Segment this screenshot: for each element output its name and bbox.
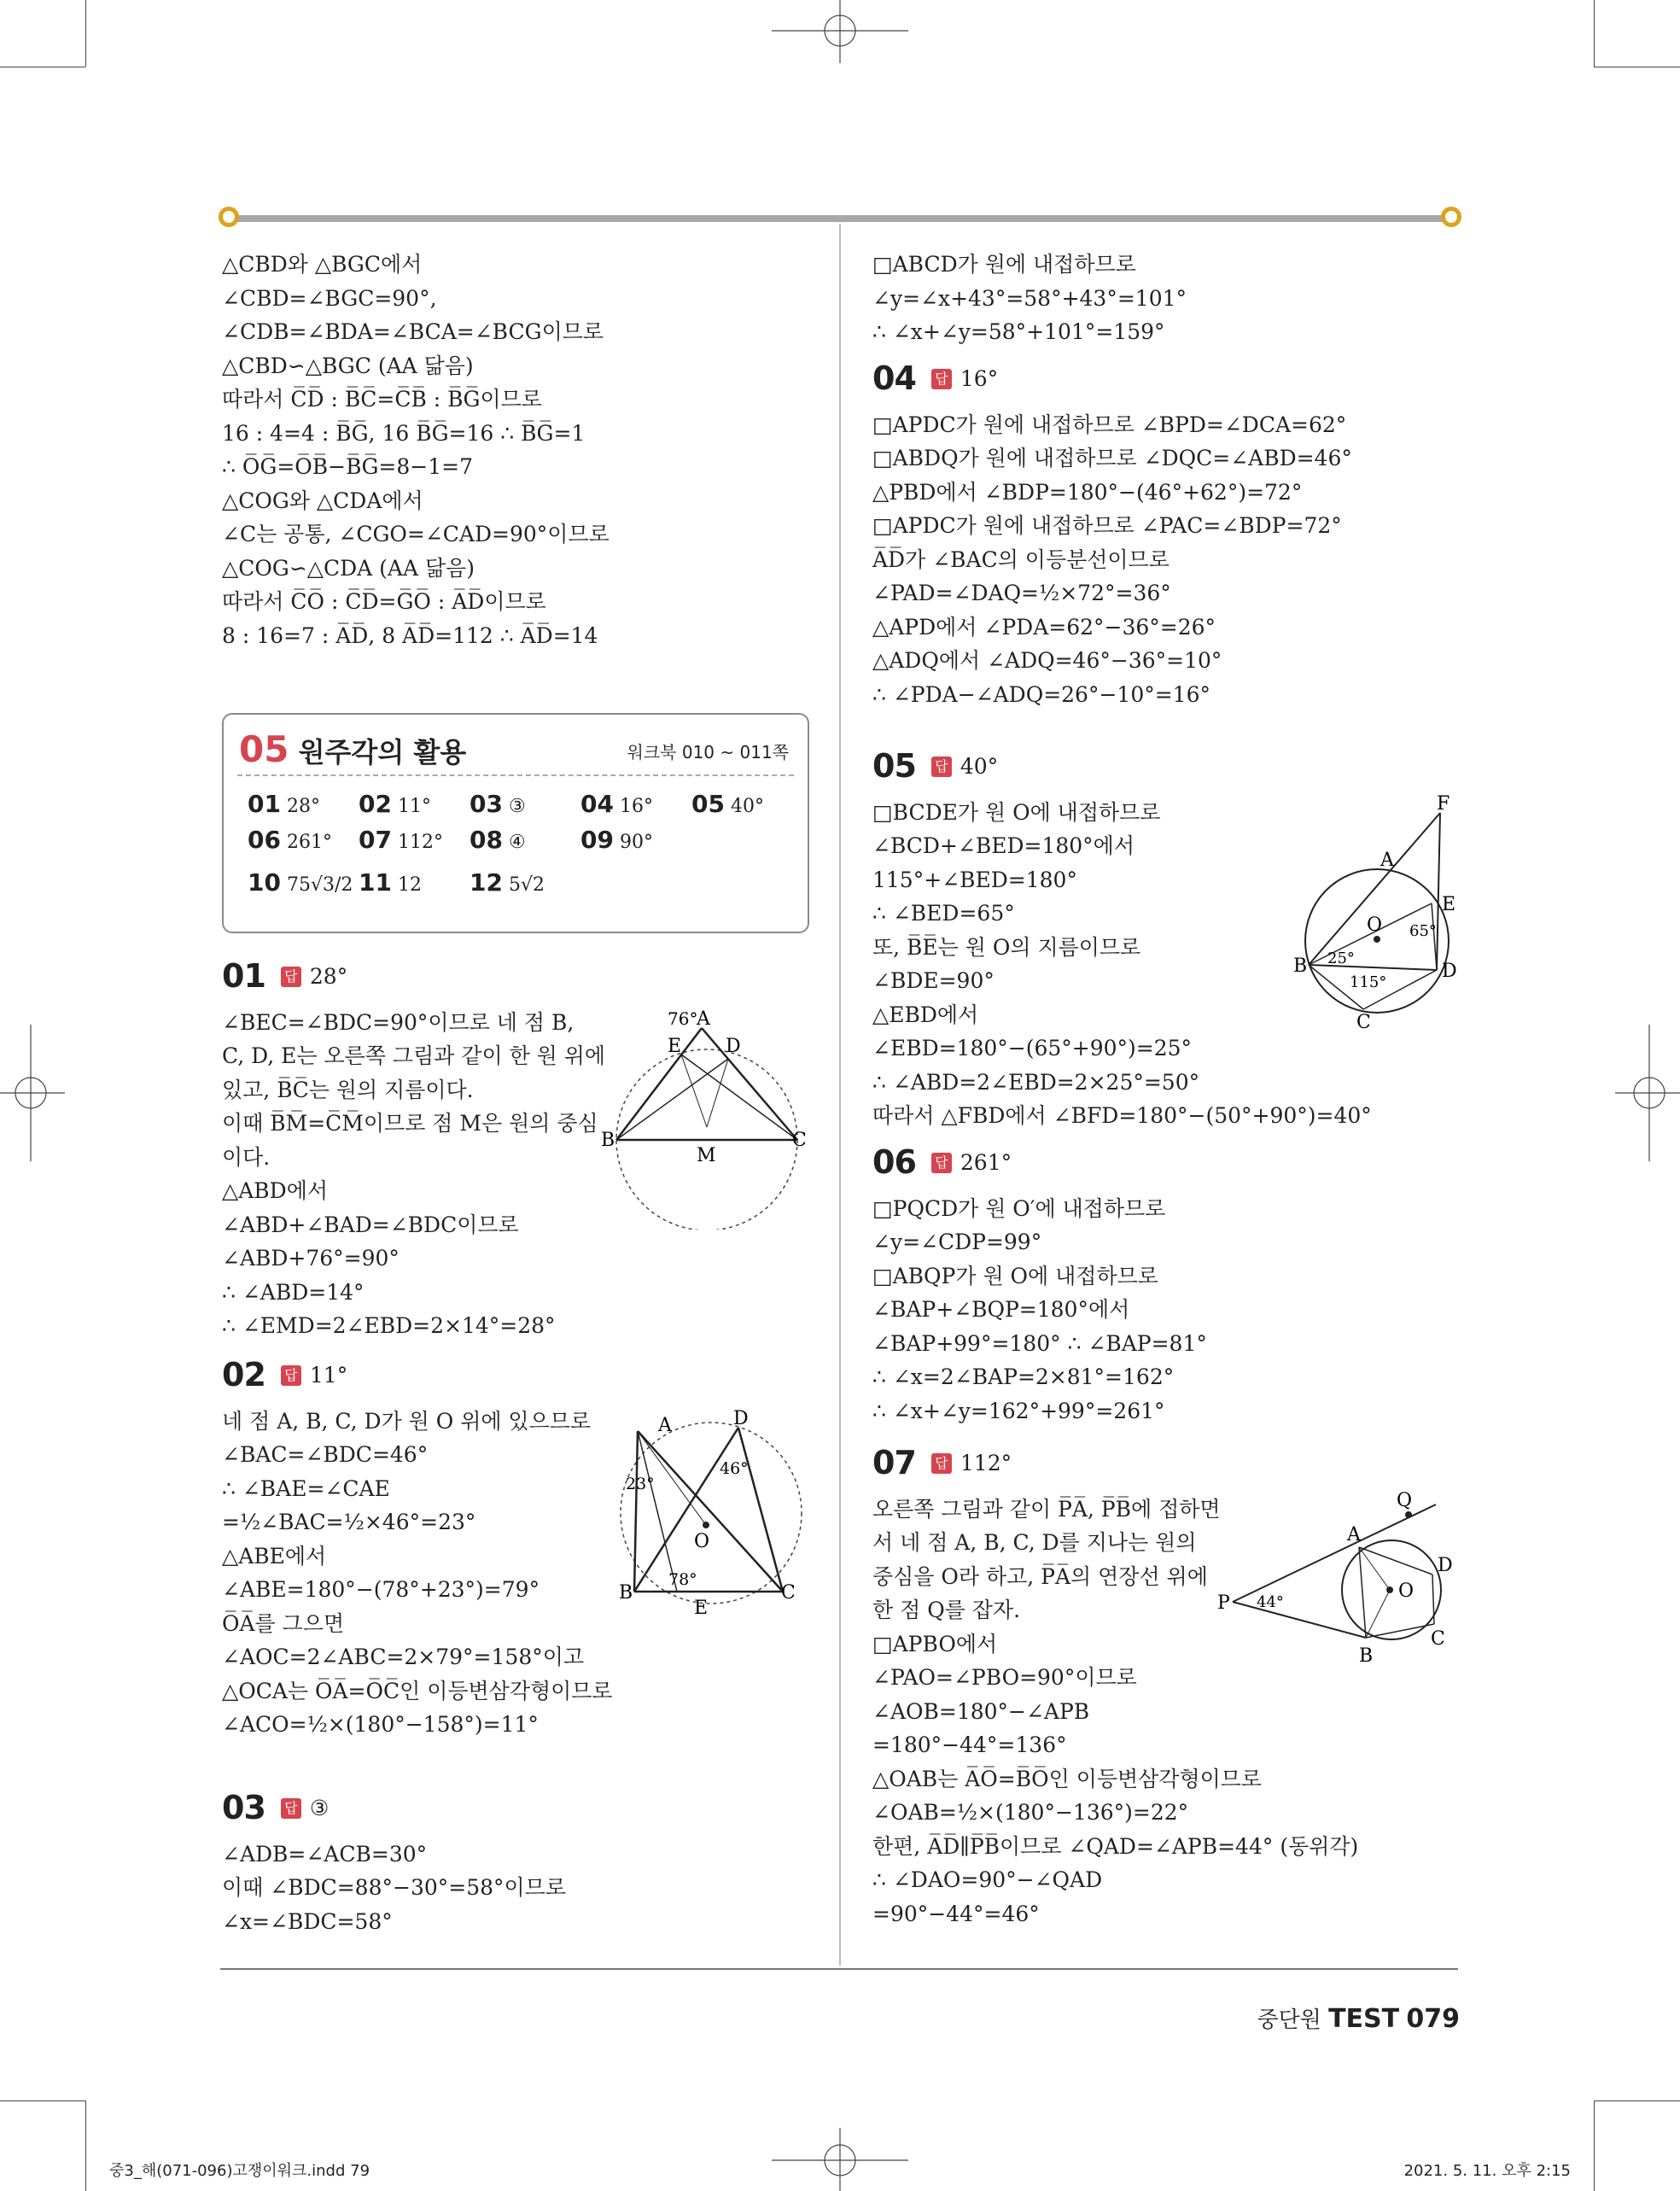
text-line: ∠OAB=½×(180°−136°)=22° xyxy=(872,1800,1189,1825)
text-line: ∠BAC=∠BDC=46° xyxy=(222,1442,429,1467)
problem-06 xyxy=(872,1141,1461,1428)
problem-header xyxy=(222,1358,820,1393)
text-line: ∠ACO=½×(180°−158°)=11° xyxy=(222,1712,539,1737)
text-line: △OCA는 O̅A̅=O̅C̅인 이등변삼각형이므로 xyxy=(222,1678,613,1703)
slug-date: 2021. 5. 11. 오후 2:15 xyxy=(1403,2162,1571,2180)
answer-value: 11° xyxy=(309,1363,348,1388)
text-line: △COG와 △CDA에서 xyxy=(222,488,423,513)
figure-05 xyxy=(1293,794,1464,1033)
text-line: 중심을 O라 하고, P̅A̅의 연장선 위에 xyxy=(872,1563,1208,1589)
text-line: ∴ ∠BED=65° xyxy=(872,901,1015,926)
text-line: □ABDQ가 원에 내접하므로 ∠DQC=∠ABD=46° xyxy=(872,446,1352,470)
answer-value: 16° xyxy=(960,366,999,391)
text-line: □APBO에서 xyxy=(872,1631,998,1656)
text-line: □BCDE가 원 O에 내접하므로 xyxy=(872,799,1161,825)
problem-number: 06 xyxy=(872,1143,916,1181)
registration-mark-top xyxy=(772,0,908,68)
text-line: 115°+∠BED=180° xyxy=(872,867,1077,892)
text-line: 따라서 C̅D̅ : B̅C̅=C̅B̅ : B̅G̅이므로 xyxy=(222,387,542,412)
text-line: 한편, A̅D̅∥P̅B̅이므로 ∠QAD=∠APB=44° (동위각) xyxy=(872,1833,1359,1859)
answer-item: 06 261° xyxy=(248,826,332,854)
fig-label: A xyxy=(697,1008,710,1030)
answer-item: 10 75√3/2 xyxy=(248,868,353,897)
answer-value: 261° xyxy=(960,1150,1012,1175)
text-line: ∠ABD+∠BAD=∠BDC이므로 xyxy=(222,1212,519,1237)
answer-value: ③ xyxy=(309,1796,330,1820)
text-line: 이다. xyxy=(222,1144,271,1170)
fig-label: D xyxy=(1442,961,1457,982)
crop-mark xyxy=(1594,2100,1595,2191)
fig-label: C xyxy=(1431,1628,1445,1650)
text-line: =½∠BAC=½×46°=23° xyxy=(222,1510,476,1534)
answer-value: 28° xyxy=(309,964,348,989)
text-line: ∠CBD=∠BGC=90°, xyxy=(222,285,437,311)
answer-item: 02 11° xyxy=(359,790,431,818)
answer-item: 05 40° xyxy=(691,790,764,818)
problem-header xyxy=(222,1791,820,1826)
rule-end-dot xyxy=(1441,207,1461,227)
text-line: 서 네 점 A, B, C, D를 지나는 원의 xyxy=(872,1530,1197,1555)
registration-mark-bottom xyxy=(772,2123,908,2191)
text-line: △APD에서 ∠PDA=62°−36°=26° xyxy=(872,614,1216,640)
text-line: ∴ ∠EMD=2∠EBD=2×14°=28° xyxy=(222,1313,556,1338)
answer-badge: 답 xyxy=(931,757,952,777)
text-line: ∴ ∠x=2∠BAP=2×81°=162° xyxy=(872,1364,1175,1389)
problem-number: 02 xyxy=(222,1356,265,1393)
fig-label: D xyxy=(1438,1555,1453,1576)
workbook-ref: 워크북 010 ~ 011쪽 xyxy=(627,742,789,762)
text-line: ∠PAD=∠DAQ=½×72°=36° xyxy=(872,581,1171,605)
text-line: 8 : 16=7 : A̅D̅, 8 A̅D̅=112 ∴ A̅D̅=14 xyxy=(222,622,598,648)
answer-item: 04 16° xyxy=(580,790,653,818)
fig-label: O xyxy=(1398,1580,1415,1602)
text-line: =180°−44°=136° xyxy=(872,1732,1067,1757)
text-line: △OAB는 A̅O̅=B̅O̅인 이등변삼각형이므로 xyxy=(872,1766,1263,1791)
text-line: ∠EBD=180°−(65°+90°)=25° xyxy=(872,1036,1193,1060)
fig-label: B xyxy=(601,1130,615,1151)
answer-value: 112° xyxy=(960,1451,1012,1475)
fig-label: C xyxy=(1356,1012,1371,1033)
text-line: 있고, B̅C̅는 원의 지름이다. xyxy=(222,1077,474,1102)
text-line: ∴ O̅G̅=O̅B̅−B̅G̅=8−1=7 xyxy=(222,454,473,479)
answer-badge: 답 xyxy=(931,1153,952,1173)
problem-number: 07 xyxy=(872,1444,916,1481)
text-line: ∴ ∠ABD=2∠EBD=2×25°=50° xyxy=(872,1069,1200,1095)
text-line: △EBD에서 xyxy=(872,1002,979,1027)
bottom-rule xyxy=(220,1968,1458,1970)
fig-label: E xyxy=(668,1036,682,1057)
answer-item: 11 12 xyxy=(359,868,422,897)
fig-label: B xyxy=(619,1582,633,1604)
text-line: ∠BAP+∠BQP=180°에서 xyxy=(872,1297,1130,1322)
text-line: □PQCD가 원 O′에 내접하므로 xyxy=(872,1195,1166,1221)
text-line: 따라서 C̅O̅ : C̅D̅=G̅O̅ : A̅D̅이므로 xyxy=(222,589,546,614)
text-line: 이때 ∠BDC=88°−30°=58°이므로 xyxy=(222,1875,566,1900)
fig-label: 78° xyxy=(668,1570,697,1589)
problem-number: 01 xyxy=(222,957,265,995)
footer-test: TEST xyxy=(1328,2004,1400,2034)
fig-label: 65° xyxy=(1409,922,1437,940)
page-footer xyxy=(1257,2002,1460,2034)
answer-badge: 답 xyxy=(931,1453,952,1474)
fig-label: O xyxy=(1367,914,1383,936)
answer-badge: 답 xyxy=(281,1365,301,1386)
text-line: A̅D̅가 ∠BAC의 이등분선이므로 xyxy=(872,546,1170,572)
crop-mark xyxy=(85,2100,86,2191)
text-line: ∠x=∠BDC=58° xyxy=(222,1908,393,1934)
fig-label: O xyxy=(694,1531,710,1552)
text-line: △ADQ에서 ∠ADQ=46°−36°=10° xyxy=(872,648,1222,673)
text-line: ∠AOC=2∠ABC=2×79°=158°이고 xyxy=(222,1645,585,1669)
answer-item: 07 112° xyxy=(359,826,443,854)
fig-label: P xyxy=(1217,1592,1230,1614)
text-line: O̅A̅를 그으면 xyxy=(222,1610,345,1636)
text-line: ∠PAO=∠PBO=90°이므로 xyxy=(872,1665,1137,1690)
problem-header xyxy=(222,957,820,995)
answer-item: 08 ④ xyxy=(470,826,526,854)
text-line: △PBD에서 ∠BDP=180°−(46°+62°)=72° xyxy=(872,479,1303,505)
text-line: ∠ABE=180°−(78°+23°)=79° xyxy=(222,1577,540,1602)
page-number: 079 xyxy=(1406,2004,1460,2034)
fig-label: C xyxy=(781,1582,796,1604)
fig-label: M xyxy=(697,1145,716,1166)
text-line: ∠CDB=∠BDA=∠BCA=∠BCG이므로 xyxy=(222,319,604,344)
fig-label: B xyxy=(1359,1645,1374,1667)
top-rule xyxy=(229,215,1451,222)
text-line: ∴ ∠BAE=∠CAE xyxy=(222,1475,390,1501)
text-line: 한 점 Q를 잡자. xyxy=(872,1598,1021,1622)
text-line: ∠ABD+76°=90° xyxy=(222,1246,400,1271)
fig-label: 115° xyxy=(1350,973,1387,991)
fig-label: E xyxy=(694,1598,709,1619)
fig-label: F xyxy=(1437,794,1450,815)
rule-end-dot xyxy=(219,207,239,227)
text-line: □APDC가 원에 내접하므로 ∠PAC=∠BDP=72° xyxy=(872,513,1342,538)
text-line: ∴ ∠x+∠y=162°+99°=261° xyxy=(872,1398,1165,1423)
fig-label: A xyxy=(1380,850,1394,871)
text-line: 네 점 A, B, C, D가 원 O 위에 있으므로 xyxy=(222,1408,592,1434)
text-line: ∠y=∠x+43°=58°+43°=101° xyxy=(872,285,1187,311)
answer-badge: 답 xyxy=(281,967,301,987)
text-line: ∠C는 공통, ∠CGO=∠CAD=90°이므로 xyxy=(222,522,610,546)
answer-summary-box xyxy=(222,713,809,933)
fig-label: D xyxy=(733,1409,749,1429)
text-line: 또, B̅E̅는 원 O의 지름이므로 xyxy=(872,934,1141,960)
text-line: C, D, E는 오른쪽 그림과 같이 한 원 위에 xyxy=(222,1043,606,1068)
fig-label: 46° xyxy=(720,1459,749,1478)
text-line: 이때 B̅M̅=C̅M̅이므로 점 M은 원의 중심 xyxy=(222,1111,598,1136)
fig-label: 76° xyxy=(668,1008,698,1029)
crop-mark xyxy=(85,0,86,67)
text-line: ∠y=∠CDP=99° xyxy=(872,1230,1042,1254)
fig-label: A xyxy=(1347,1524,1361,1545)
figure-02 xyxy=(610,1409,815,1622)
answer-item: 03 ③ xyxy=(470,790,526,818)
crop-mark xyxy=(1594,0,1595,67)
problem-header xyxy=(872,359,1461,397)
text-line: ∴ ∠ABD=14° xyxy=(222,1279,365,1305)
text-line: 16 : 4=4 : B̅G̅, 16 B̅G̅=16 ∴ B̅G̅=1 xyxy=(222,420,586,446)
problem-03 xyxy=(222,1786,820,1938)
fig-label: B xyxy=(1293,955,1308,977)
text-line: □ABQP가 원 O에 내접하므로 xyxy=(872,1263,1158,1288)
crop-mark xyxy=(0,2100,85,2101)
text-line: ∴ ∠x+∠y=58°+101°=159° xyxy=(872,319,1165,344)
registration-mark-left xyxy=(0,1025,68,1161)
left-column-top xyxy=(222,248,820,652)
text-line: 오른쪽 그림과 같이 P̅A̅, P̅B̅에 접하면 xyxy=(872,1496,1221,1522)
answer-item: 12 5√2 xyxy=(470,868,545,897)
text-line: ∠AOB=180°−∠APB xyxy=(872,1698,1090,1724)
fig-label: Q xyxy=(1397,1490,1413,1511)
text-line: ∠BAP+99°=180° ∴ ∠BAP=81° xyxy=(872,1330,1207,1356)
text-line: ∠ADB=∠ACB=30° xyxy=(222,1841,428,1867)
slug-filename: 중3_해(071-096)고쟁이워크.indd 79 xyxy=(109,2162,370,2180)
problem-header xyxy=(872,1446,1461,1481)
right-column-top xyxy=(872,248,1461,349)
text-line: ∠BDE=90° xyxy=(872,968,995,993)
text-line: △ABE에서 xyxy=(222,1543,327,1569)
text-line: △COG∽△CDA (AA 닮음) xyxy=(222,555,475,581)
text-line: △ABD에서 xyxy=(222,1178,328,1203)
box-title xyxy=(239,728,466,770)
text-line: ∴ ∠PDA−∠ADQ=26°−10°=16° xyxy=(872,681,1210,707)
problem-header xyxy=(872,1143,1461,1181)
fig-label: D xyxy=(726,1036,741,1057)
answer-item: 01 28° xyxy=(248,790,320,818)
text-line: ∴ ∠DAO=90°−∠QAD xyxy=(872,1867,1103,1892)
figure-07 xyxy=(1212,1486,1468,1674)
footer-section: 중단원 xyxy=(1257,2007,1321,2033)
problem-header xyxy=(872,747,1461,785)
fig-label: 44° xyxy=(1257,1593,1284,1611)
figure-01 xyxy=(598,1008,820,1230)
text-line: =90°−44°=46° xyxy=(872,1901,1040,1926)
fig-label: C xyxy=(792,1130,807,1151)
answer-badge: 답 xyxy=(281,1798,301,1819)
fig-label: 23° xyxy=(626,1475,655,1493)
text-line: □ABCD가 원에 내접하므로 xyxy=(872,252,1136,277)
text-line: △CBD∽△BGC (AA 닮음) xyxy=(222,353,474,378)
text-line: ∠BCD+∠BED=180°에서 xyxy=(872,833,1135,858)
answer-item: 09 90° xyxy=(580,826,653,854)
problem-number: 05 xyxy=(872,747,916,785)
answer-badge: 답 xyxy=(931,369,952,389)
crop-mark xyxy=(1594,2100,1680,2101)
fig-label: A xyxy=(658,1415,672,1436)
box-number: 05 xyxy=(239,728,289,770)
text-line: ∠BEC=∠BDC=90°이므로 네 점 B, xyxy=(222,1009,575,1035)
answer-value: 40° xyxy=(960,754,999,779)
fig-label: 25° xyxy=(1327,949,1355,967)
box-divider xyxy=(237,774,794,776)
problem-number: 04 xyxy=(872,359,916,397)
box-title-text: 원주각의 활용 xyxy=(298,736,467,768)
text-line: 따라서 △FBD에서 ∠BFD=180°−(50°+90°)=40° xyxy=(872,1103,1372,1128)
text-line: □APDC가 원에 내접하므로 ∠BPD=∠DCA=62° xyxy=(872,412,1347,437)
fig-label: E xyxy=(1442,894,1456,915)
registration-mark-right xyxy=(1612,1025,1680,1161)
problem-04 xyxy=(872,357,1461,711)
column-divider xyxy=(839,224,841,1966)
text-line: △CBD와 △BGC에서 xyxy=(222,252,423,277)
problem-number: 03 xyxy=(222,1789,265,1826)
